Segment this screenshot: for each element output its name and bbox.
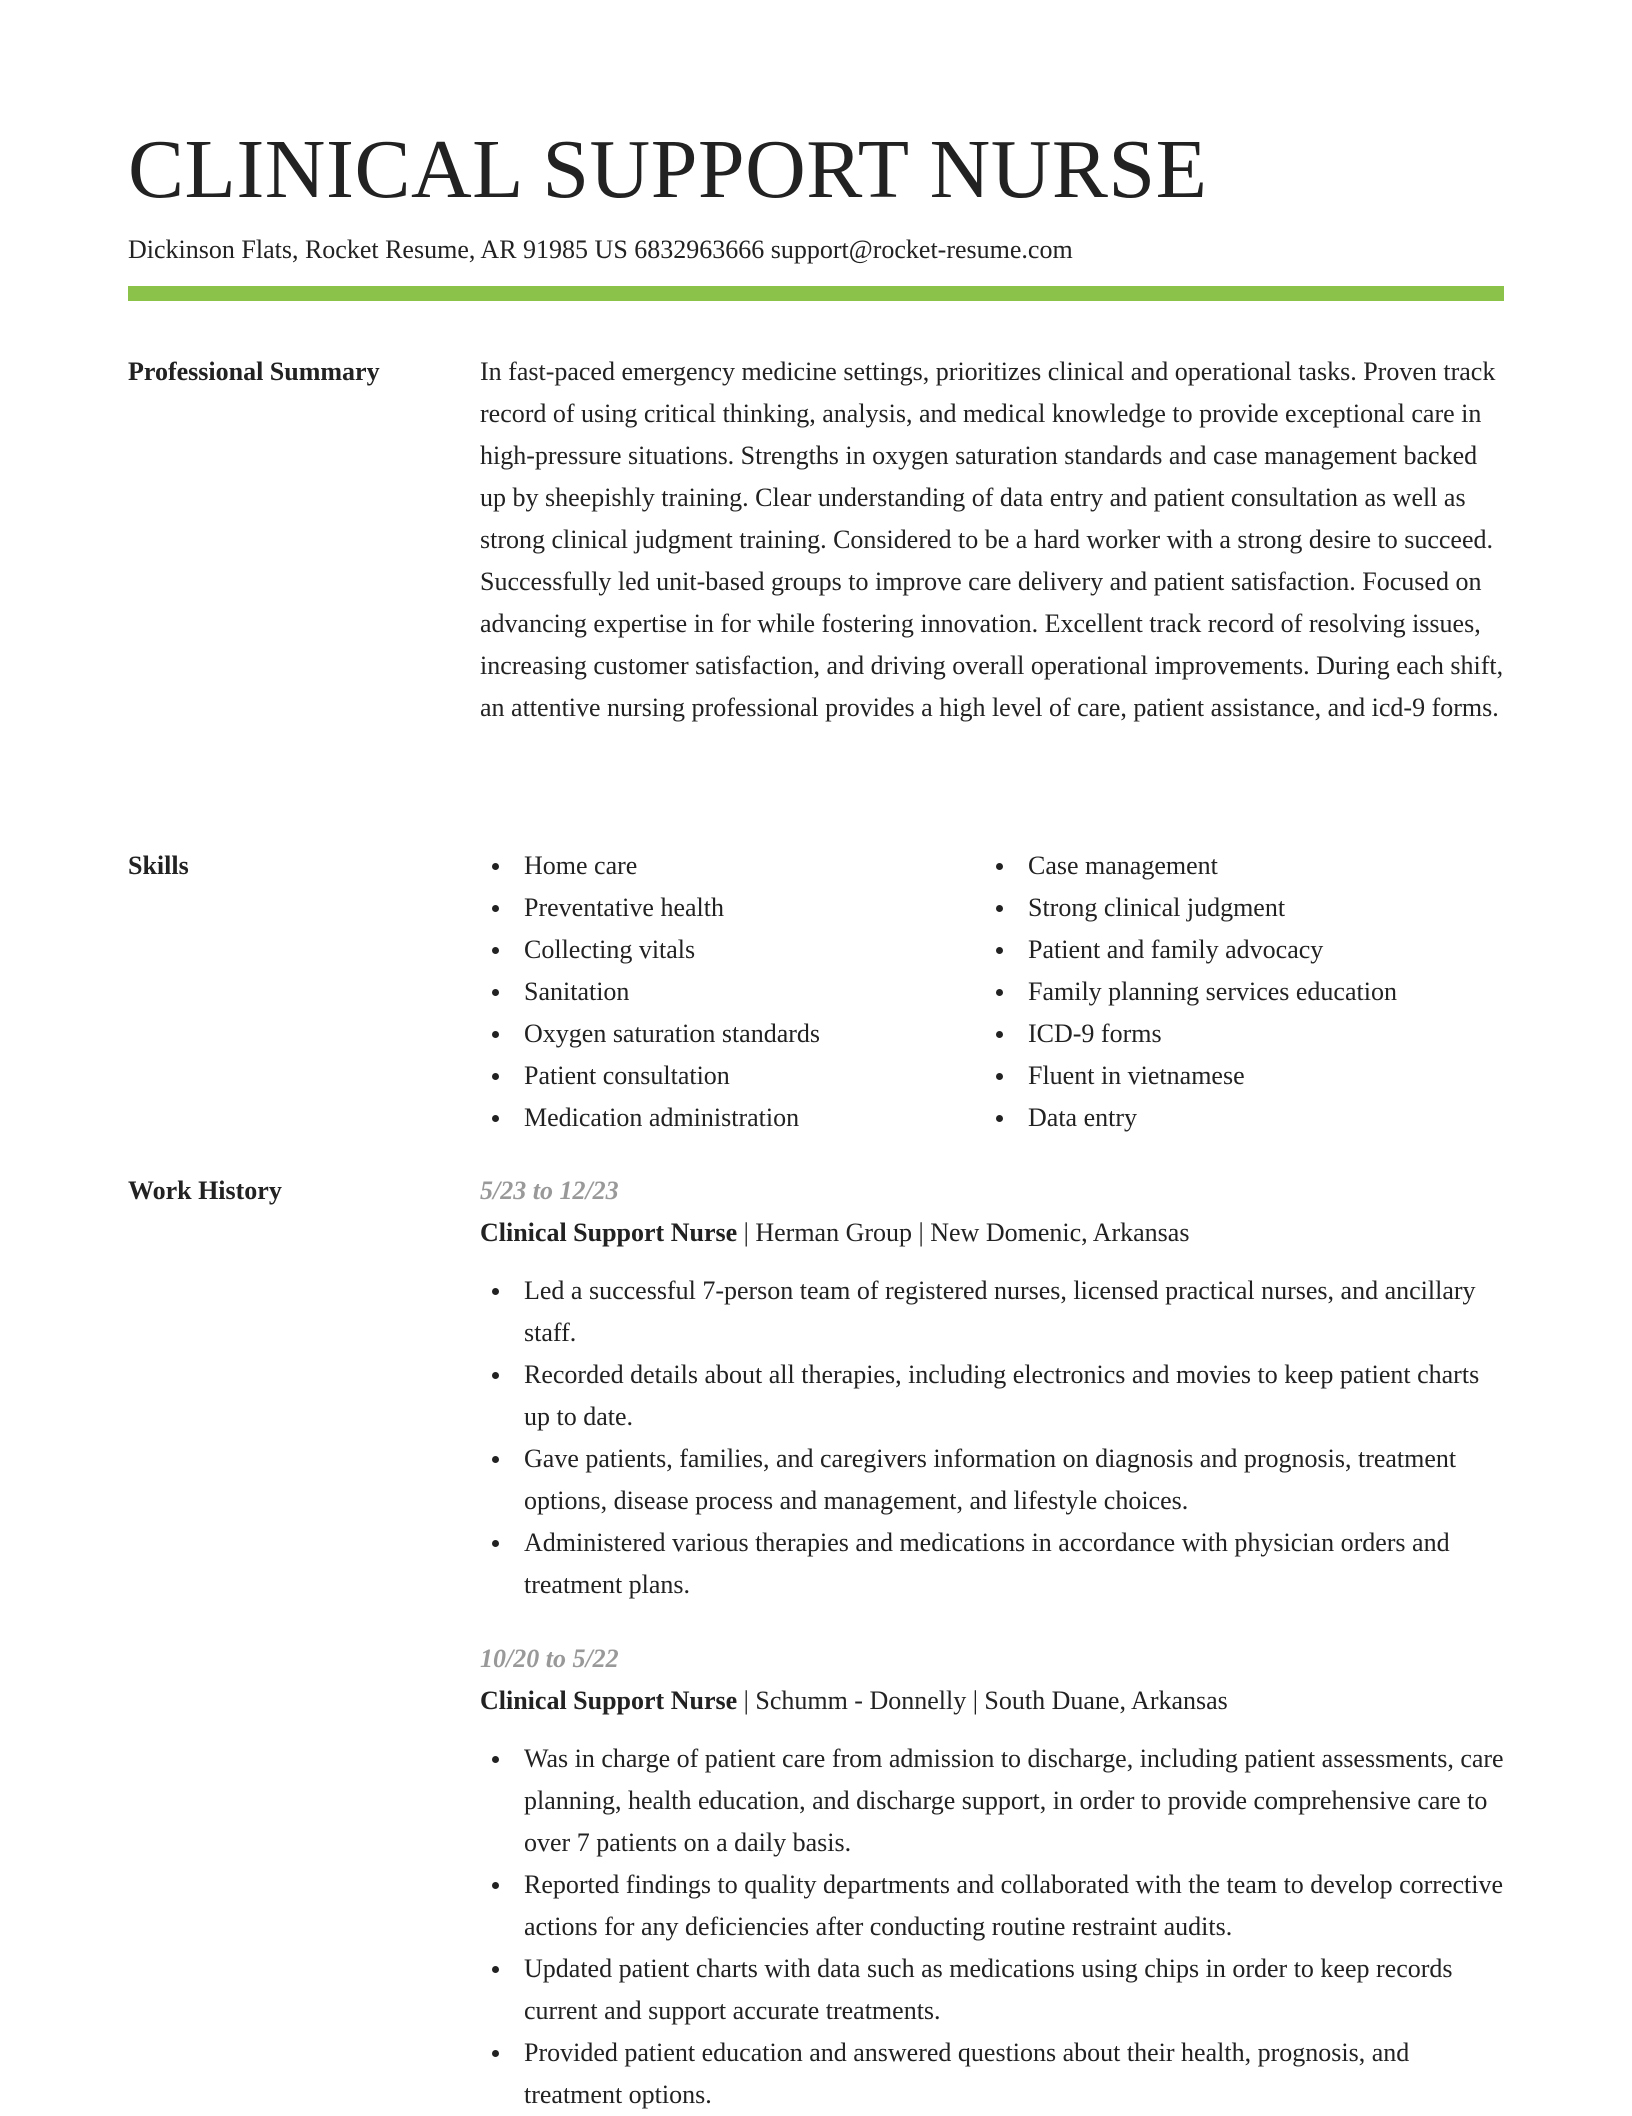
job-bullet: Was in charge of patient care from admission to discharge, including patient assessments, care planning, health education, and discharge support, in order to provide comprehensive care to over 7 patients on a daily basis.: [480, 1738, 1506, 1864]
job-bullet: Gave patients, families, and caregivers information on diagnosis and prognosis, treatment options, disease process and management, and lifestyle choices.: [480, 1438, 1506, 1522]
job-dates: 10/20 to 5/22: [480, 1644, 619, 1673]
job-bullets: [480, 1738, 1506, 2116]
job-dates: 5/23 to 12/23: [480, 1176, 619, 1205]
skills-column-left: [480, 845, 984, 1139]
skills-grid: [480, 845, 1506, 1139]
skill-item: Case management: [984, 845, 1488, 887]
job-title: Clinical Support Nurse: [480, 1218, 738, 1247]
skill-item: Strong clinical judgment: [984, 887, 1488, 929]
job-title: Clinical Support Nurse: [480, 1686, 738, 1715]
skill-item: Patient and family advocacy: [984, 929, 1488, 971]
skill-item: Oxygen saturation standards: [480, 1013, 984, 1055]
summary-section: [480, 351, 1506, 729]
skill-item: Fluent in vietnamese: [984, 1055, 1488, 1097]
summary-heading: Professional Summary: [128, 357, 380, 386]
skill-item: Preventative health: [480, 887, 984, 929]
job-bullet: Updated patient charts with data such as medications using chips in order to keep records current and support accurate treatments.: [480, 1948, 1506, 2032]
job-employer-location: | Herman Group | New Domenic, Arkansas: [737, 1218, 1190, 1247]
contact-info: Dickinson Flats, Rocket Resume, AR 91985 US 6832963666 support@rocket-resume.com: [128, 235, 1073, 264]
job-entry: [480, 1170, 1506, 1606]
skill-item: Home care: [480, 845, 984, 887]
summary-text: In fast-paced emergency medicine settings, prioritizes clinical and operational tasks. Proven track record of using critical thinking, analysis, and medical knowledge to provide exceptional care in high-pressure situations. Strengths in oxygen saturation standards and case management backed up by sheepishly training. Clear understanding of data entry and patient consultation as well as strong clinical judgment training. Considered to be a hard worker with a strong desire to succeed. Successfully led unit-based groups to improve care delivery and patient satisfaction. Focused on advancing expertise in for while fostering innovation. Excellent track record of resolving issues, increasing customer satisfaction, and driving overall operational improvements. During each shift, an attentive nursing professional provides a high level of care, patient assistance, and icd-9 forms.: [480, 357, 1504, 722]
job-bullet: Led a successful 7-person team of registered nurses, licensed practical nurses, and ancillary staff.: [480, 1270, 1506, 1354]
skills-heading: Skills: [128, 851, 189, 880]
skills-column-right: [984, 845, 1488, 1139]
job-employer-location: | Schumm - Donnelly | South Duane, Arkansas: [737, 1686, 1228, 1715]
job-bullet: Provided patient education and answered questions about their health, prognosis, and treatment options.: [480, 2032, 1506, 2116]
skill-item: Family planning services education: [984, 971, 1488, 1013]
skill-item: ICD-9 forms: [984, 1013, 1488, 1055]
skill-item: Medication administration: [480, 1097, 984, 1139]
job-heading: [480, 1212, 1506, 1254]
job-bullets: [480, 1270, 1506, 1606]
job-entry: [480, 1638, 1506, 2116]
skill-item: Sanitation: [480, 971, 984, 1013]
skill-item: Collecting vitals: [480, 929, 984, 971]
work-history-heading: Work History: [128, 1176, 282, 1205]
job-heading: [480, 1680, 1506, 1722]
header-divider: [128, 286, 1504, 301]
skill-item: Patient consultation: [480, 1055, 984, 1097]
job-bullet: Reported findings to quality departments and collaborated with the team to develop corrective actions for any deficiencies after conducting routine restraint audits.: [480, 1864, 1506, 1948]
job-bullet: Administered various therapies and medications in accordance with physician orders and treatment plans.: [480, 1522, 1506, 1606]
skills-section: [480, 845, 1506, 1139]
resume-name: CLINICAL SUPPORT NURSE: [128, 123, 1208, 216]
job-bullet: Recorded details about all therapies, including electronics and movies to keep patient charts up to date.: [480, 1354, 1506, 1438]
skill-item: Data entry: [984, 1097, 1488, 1139]
